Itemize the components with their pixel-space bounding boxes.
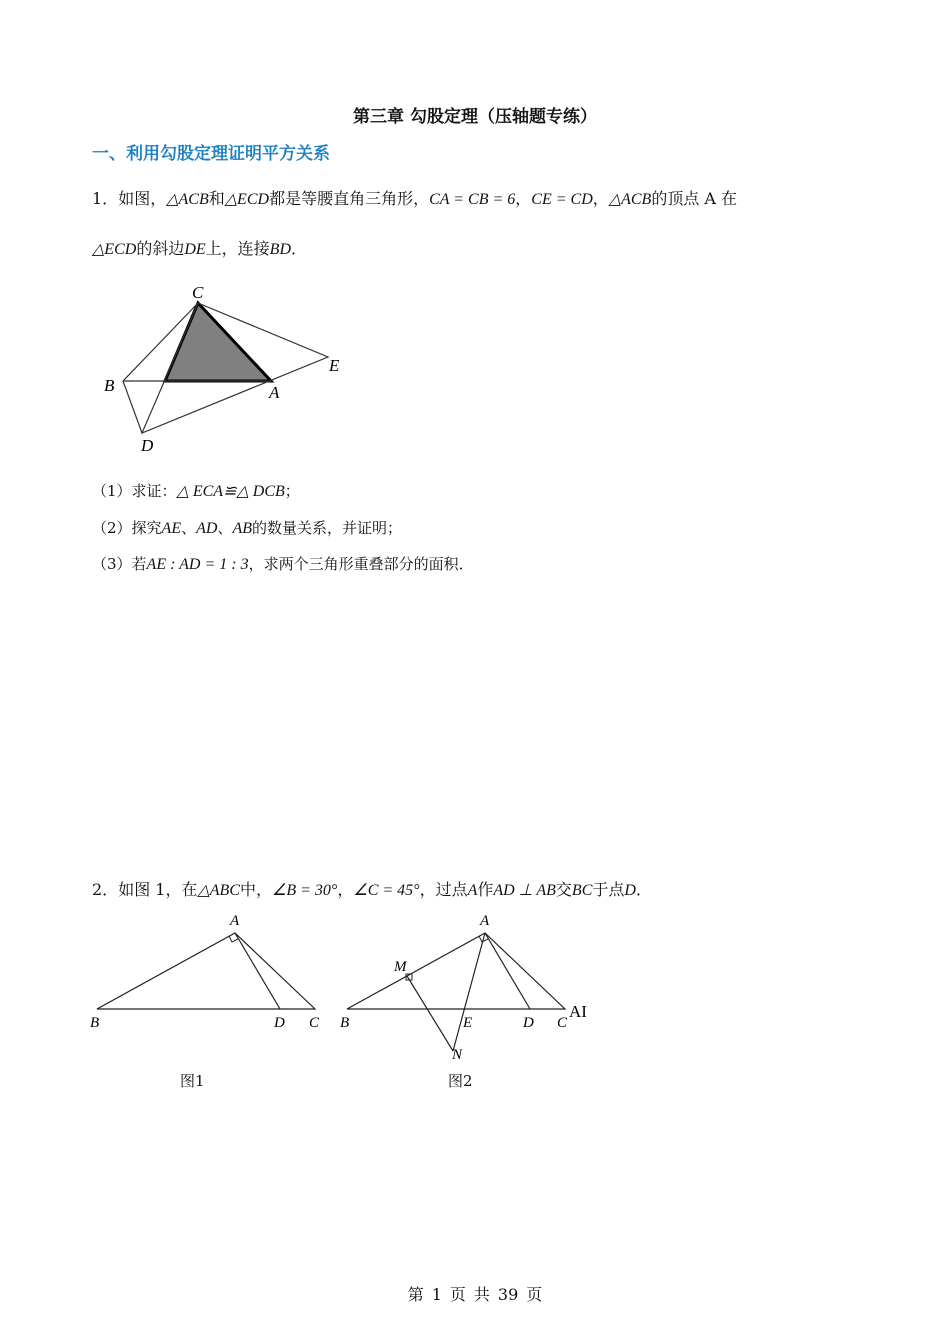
label-d: D (141, 436, 154, 455)
q1-text: 如图， (118, 189, 167, 208)
q2-math: D (624, 882, 636, 899)
q2-number: 2． (92, 880, 119, 899)
label-a: A (269, 383, 280, 402)
figure1-caption: 图1 (180, 1072, 205, 1090)
label-n: N (452, 1047, 463, 1063)
label-d: D (523, 1015, 534, 1031)
q1-text: 的顶点 A 在 (651, 189, 738, 208)
sub-text: ，求两个三角形重叠部分的面积． (248, 555, 474, 573)
current-page-number: 1 (431, 1285, 442, 1304)
q1-sub1 (92, 480, 300, 501)
sub-math: AE : AD = 1 : 3 (146, 556, 249, 573)
q1-line1 (92, 186, 737, 209)
q2-math: △ABC (197, 882, 240, 899)
label-m: M (394, 959, 407, 975)
q1-text: 的斜边 (136, 239, 185, 258)
label-c: C (309, 1015, 320, 1031)
q1-math: CE = CD (531, 191, 593, 208)
q2-math: ∠C = 45° (353, 882, 420, 899)
q2-text: 于点 (592, 880, 625, 899)
segment-an (453, 933, 485, 1051)
q1-number: 1． (92, 189, 119, 208)
q2-text: ，过点 (419, 880, 468, 899)
q1-math: BD (269, 241, 291, 258)
label-a: A (230, 913, 240, 929)
q1-math: △ECD (92, 241, 137, 258)
q2-math: AD ⊥ AB (493, 882, 556, 899)
sub-math: AB (232, 520, 252, 537)
label-a: A (480, 913, 490, 929)
sub-text: ； (284, 482, 300, 500)
label-d: D (274, 1015, 285, 1031)
q1-text: 上，连接 (205, 239, 270, 258)
sub-text: 、 (217, 519, 233, 537)
sub-text: （1）求证： (92, 482, 177, 500)
segment-bd (123, 381, 142, 433)
q2-line1 (92, 877, 652, 900)
label-b: B (340, 1015, 350, 1031)
label-extra: AI (569, 1002, 587, 1021)
q1-text: ， (592, 189, 609, 208)
q1-text: ， (515, 189, 532, 208)
triangle-abc (97, 933, 315, 1009)
q1-math: △ECD (224, 191, 270, 208)
q1-math: △ACB (166, 191, 209, 208)
q1-sub2 (92, 517, 402, 538)
sub-math: AD (196, 520, 218, 537)
q2-text: 作 (477, 880, 494, 899)
sub-math: △ ECA≌△ DCB (176, 483, 285, 500)
footer-text: 页 (526, 1285, 543, 1304)
q2-figure1 (85, 908, 330, 1043)
q2-figure2 (335, 908, 600, 1063)
triangle-abc (347, 933, 565, 1009)
q2-text: 如图 1，在 (118, 880, 198, 899)
q1-figure (95, 278, 365, 458)
q2-text: 中， (240, 880, 273, 899)
q1-text: 都是等腰直角三角形， (269, 189, 430, 208)
label-b: B (104, 376, 115, 395)
q1-text: ． (291, 239, 308, 258)
q2-text: 交 (555, 880, 572, 899)
segment-ad (235, 933, 280, 1009)
segment-ad (485, 933, 530, 1009)
segment-mn (407, 976, 453, 1051)
label-c: C (192, 283, 204, 302)
sub-text: 、 (181, 519, 197, 537)
sub-text: 的数量关系，并证明； (252, 519, 403, 537)
total-pages: 39 (497, 1285, 519, 1304)
sub-text: （3）若 (92, 555, 147, 573)
footer-text: 第 (407, 1285, 424, 1304)
q1-math: DE (184, 241, 206, 258)
sub-text: （2）探究 (92, 519, 162, 537)
q2-math: BC (571, 882, 593, 899)
q2-math: A (467, 882, 478, 899)
q2-math: ∠B = 30° (272, 882, 338, 899)
label-e: E (329, 356, 340, 375)
q1-text: 和 (208, 189, 225, 208)
sub-math: AE (161, 520, 182, 537)
footer-text: 页 (449, 1285, 466, 1304)
footer-text: 共 (473, 1285, 490, 1304)
label-c: C (557, 1015, 568, 1031)
figure2-caption: 图2 (448, 1072, 473, 1090)
page-footer (0, 1282, 950, 1305)
section-heading: 一、利用勾股定理证明平方关系 (92, 144, 330, 164)
q2-text: ． (635, 880, 652, 899)
label-e: E (463, 1015, 473, 1031)
page-title: 第三章 勾股定理（压轴题专练） (353, 107, 597, 127)
q1-line2 (92, 236, 307, 259)
q1-math: CA = CB = 6 (429, 191, 516, 208)
q1-math: △ACB (608, 191, 652, 208)
label-b: B (90, 1015, 100, 1031)
q1-sub3 (92, 553, 474, 574)
q2-text: ， (337, 880, 354, 899)
